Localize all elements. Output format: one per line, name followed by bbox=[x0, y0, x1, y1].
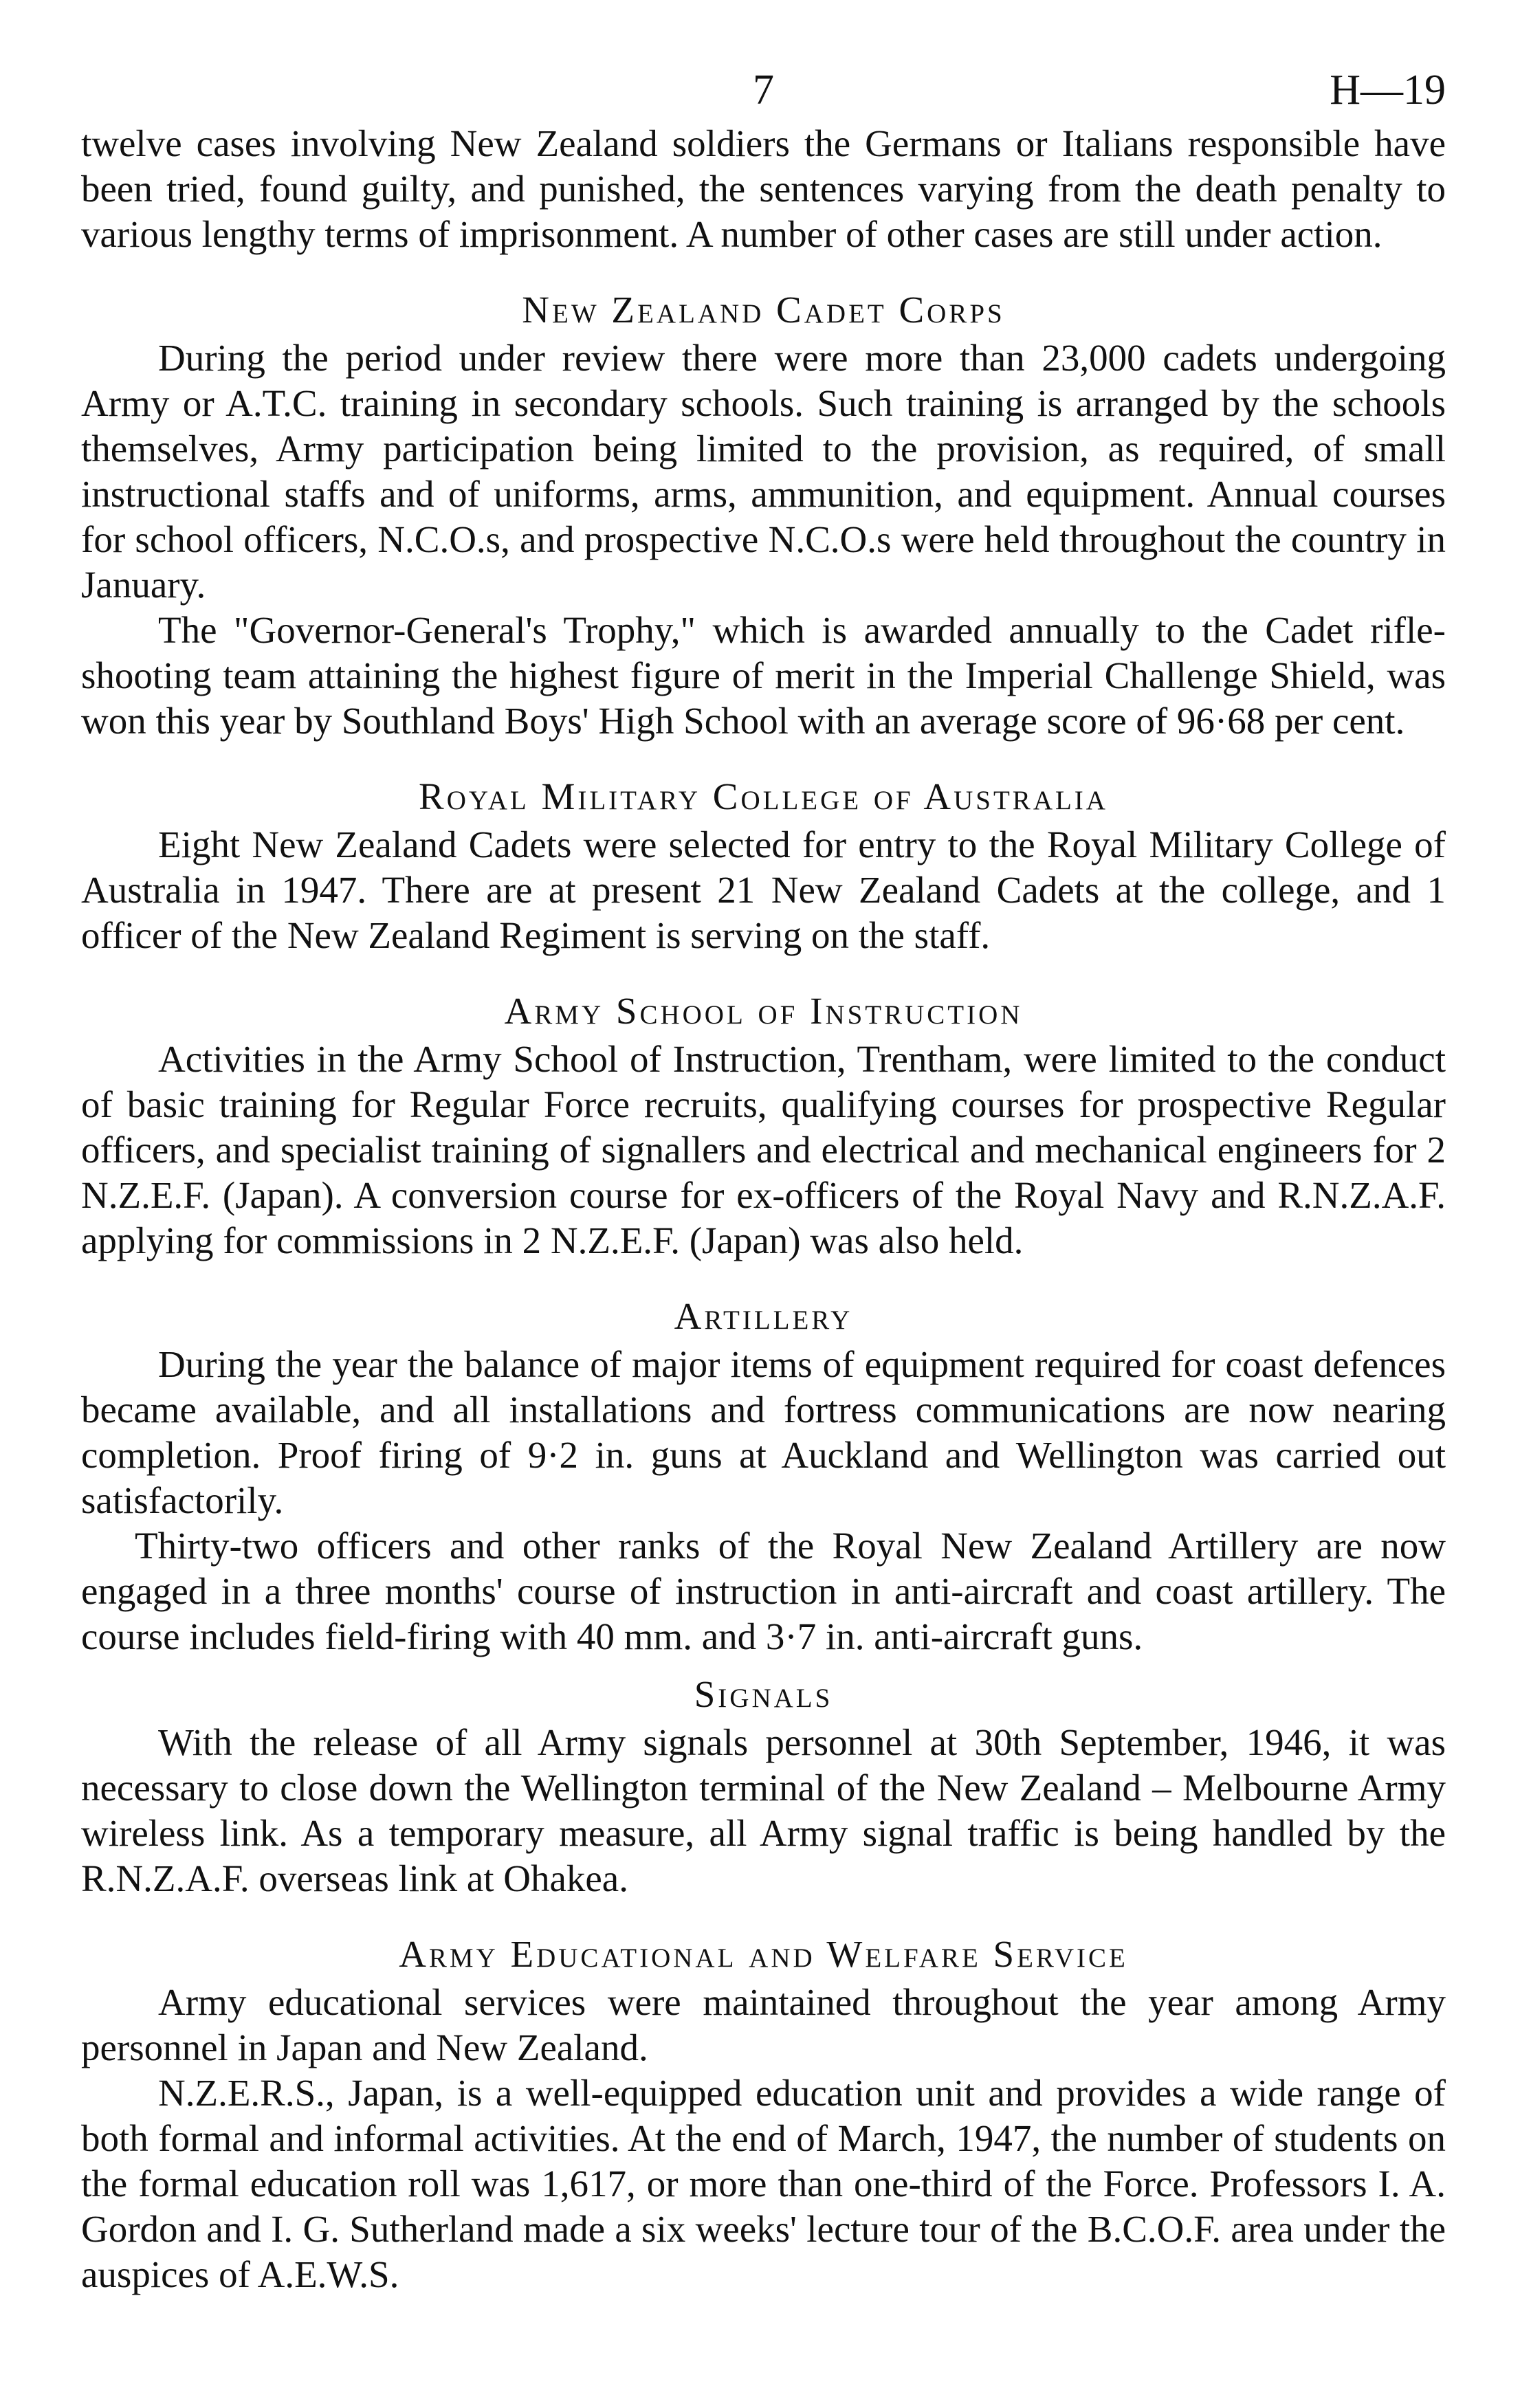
section-heading-cadet-corps: New Zealand Cadet Corps bbox=[522, 289, 1005, 331]
artillery-paragraph-1: During the year the balance of major items of equipment required for coast defences became available, and all installations and fortress communications are now nearing completion. Proof firing of 9·2 in. guns at Auckland and Wellington was carried out satisfactorily. bbox=[81, 1343, 1446, 1521]
army-school-paragraph-1: Activities in the Army School of Instruction, Trentham, were limited to the conduct of basic training for Regular Force recruits, qualifying courses for prospective Regular officers, and specialist training of signallers and electrical and mechanical engineers for 2 N.Z.E.F. (Japan). A conversion course for ex-officers of the Royal Navy and R.N.Z.A.F. applying for commissions in 2 N.Z.E.F. (Japan) was also held. bbox=[81, 1038, 1446, 1261]
royal-military-college-paragraph-1: Eight New Zealand Cadets were selected for entry to the Royal Military College of Australia in 1947. There are at present 21 New Zealand Cadets at the college, and 1 officer of the New Zealand Regiment is serving on the staff. bbox=[81, 824, 1446, 956]
document-body bbox=[81, 121, 1446, 2297]
continuation-paragraph: twelve cases involving New Zealand soldiers the Germans or Italians responsible have been tried, found guilty, and punished, the sentences varying from the death penalty to various lengthy terms of imprisonment. A number of other cases are still under action. bbox=[81, 122, 1446, 255]
educational-welfare-paragraph-1: Army educational services were maintained throughout the year among Army personnel in Japan and New Zealand. bbox=[81, 1981, 1446, 2068]
document-page bbox=[81, 66, 1446, 2297]
cadet-corps-paragraph-1: During the period under review there were more than 23,000 cadets undergoing Army or A.T.C. training in secondary schools. Such training is arranged by the schools themselves, Army participation being limited to the provision, as required, of small instructional staffs and of uniforms, arms, ammunition, and equipment. Annual courses for school officers, N.C.O.s, and prospective N.C.O.s were held throughout the country in January. bbox=[81, 337, 1446, 606]
section-heading-artillery: Artillery bbox=[674, 1295, 853, 1337]
running-head bbox=[81, 66, 1446, 121]
document-series-code: H—19 bbox=[1330, 67, 1446, 113]
page-number: 7 bbox=[753, 67, 774, 113]
cadet-corps-paragraph-2: The "Governor-General's Trophy," which is awarded annually to the Cadet rifle-shooting team attaining the highest figure of merit in the Imperial Challenge Shield, was won this year by Southland Boys' High School with an average score of 96·68 per cent. bbox=[81, 609, 1446, 742]
educational-welfare-paragraph-2: N.Z.E.R.S., Japan, is a well-equipped education unit and provides a wide range of both formal and informal activities. At the end of March, 1947, the number of students on the formal education roll was 1,617, or more than one-third of the Force. Professors I. A. Gordon and I. G. Sutherland made a six weeks' lecture tour of the B.C.O.F. area under the auspices of A.E.W.S. bbox=[81, 2072, 1446, 2295]
section-heading-royal-military-college: Royal Military College of Australia bbox=[419, 775, 1108, 817]
artillery-paragraph-2: Thirty-two officers and other ranks of the Royal New Zealand Artillery are now engaged in a three months' course of instruction in anti-aircraft and coast artillery. The course includes field-firing with 40 mm. and 3·7 in. anti-aircraft guns. bbox=[81, 1525, 1446, 1657]
section-heading-educational-welfare: Army Educational and Welfare Service bbox=[399, 1933, 1128, 1975]
signals-paragraph-1: With the release of all Army signals personnel at 30th September, 1946, it was necessary to close down the Wellington terminal of the New Zealand – Melbourne Army wireless link. As a temporary measure, all Army signal traffic is being handled by the R.N.Z.A.F. overseas link at Ohakea. bbox=[81, 1721, 1446, 1899]
section-heading-army-school: Army School of Instruction bbox=[504, 990, 1023, 1032]
section-heading-signals: Signals bbox=[694, 1673, 833, 1715]
